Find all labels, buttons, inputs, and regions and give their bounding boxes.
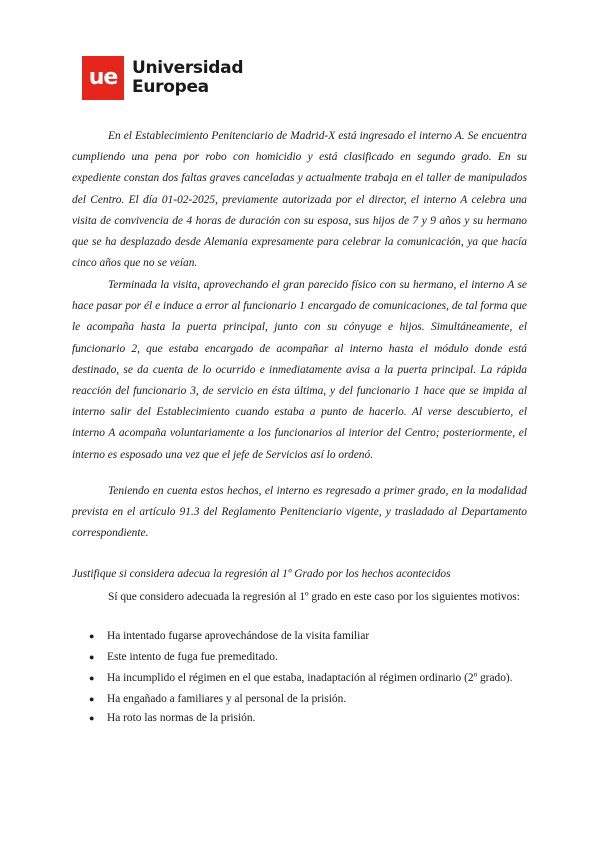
motives-list	[72, 626, 527, 726]
list-item: ● Ha roto las normas de la prisión.	[89, 712, 256, 724]
paragraph-escape-attempt: Terminada la visita, aprovechando el gran parecido físico con su hermano, el interno A se hace pasar por él e induce a error al funcionario 1 encargado de comunicaciones, de tal forma que le acompaña hasta la puerta principal, junto con su cónyuge e hijos. Simultáneamente, el funcionario 2, que estaba encargado de acompañar al interno hasta el módulo donde está destinado, se da cuenta de lo ocurrido e inmediatamente avisa a la puerta principal. La rápida reacción del funcionario 3, de servicio en ésta última, y del funcionario 1 hace que se impida al interno salir del Establecimiento cuando estaba a punto de hacerlo. Al verse descubierto, el interno A acompaña voluntariamente a los funcionarios al interior del Centro; posteriormente, el interno es esposado una vez que el jefe de Servicios así lo ordenó.	[72, 279, 527, 461]
list-item: ● Ha incumplido el régimen en el que estaba, inadaptación al régimen ordinario (2º grado).	[72, 668, 527, 689]
logo-line-2: Europea	[132, 77, 209, 97]
logo-wordmark	[132, 59, 243, 97]
paragraph-regression: Teniendo en cuenta estos hechos, el interno es regresado a primer grado, en la modalidad prevista en el artículo 91.3 del Reglamento Penitenciario vigente, y trasladado al Departamento correspondiente.	[72, 485, 527, 540]
logo-mark	[82, 56, 124, 100]
list-item: ● Ha intentado fugarse aprovechándose de la visita familiar	[72, 626, 527, 647]
bullet-icon: ●	[89, 673, 95, 683]
logo-mark-text: ue	[88, 65, 118, 90]
question-heading: Justifique si considera adecua la regresión al 1º Grado por los hechos acontecidos	[72, 568, 451, 580]
paragraph-case-facts: En el Establecimiento Penitenciario de Madrid-X está ingresado el interno A. Se encuentra cumpliendo una pena por robo con homicidio y está clasificado en segundo grado. En su expediente constan dos faltas graves canceladas y actualmente trabaja en el taller de manipulados del Centro. El día 01-02-2025, previamente autorizada por el director, el interno A celebra una visita de convivencia de 4 horas de duración con su esposa, sus hijos de 7 y 9 años y su hermano que se ha desplazado desde Alemania expresamente para celebrar la comunicación, ya que hacía cinco años que no se veían.	[72, 130, 527, 270]
list-item: ● Este intento de fuga fue premeditado.	[72, 647, 527, 668]
bullet-icon: ●	[89, 713, 95, 723]
answer-intro: Sí que considero adecuada la regresión al 1º grado en este caso por los siguientes motivos:	[108, 591, 520, 603]
bullet-icon: ●	[89, 694, 95, 704]
bullet-icon: ●	[89, 652, 95, 662]
bullet-icon: ●	[89, 631, 95, 641]
logo-line-1: Universidad	[132, 58, 244, 78]
university-logo	[82, 56, 243, 100]
list-item: ● Ha engañado a familiares y al personal de la prisión.	[72, 689, 527, 710]
